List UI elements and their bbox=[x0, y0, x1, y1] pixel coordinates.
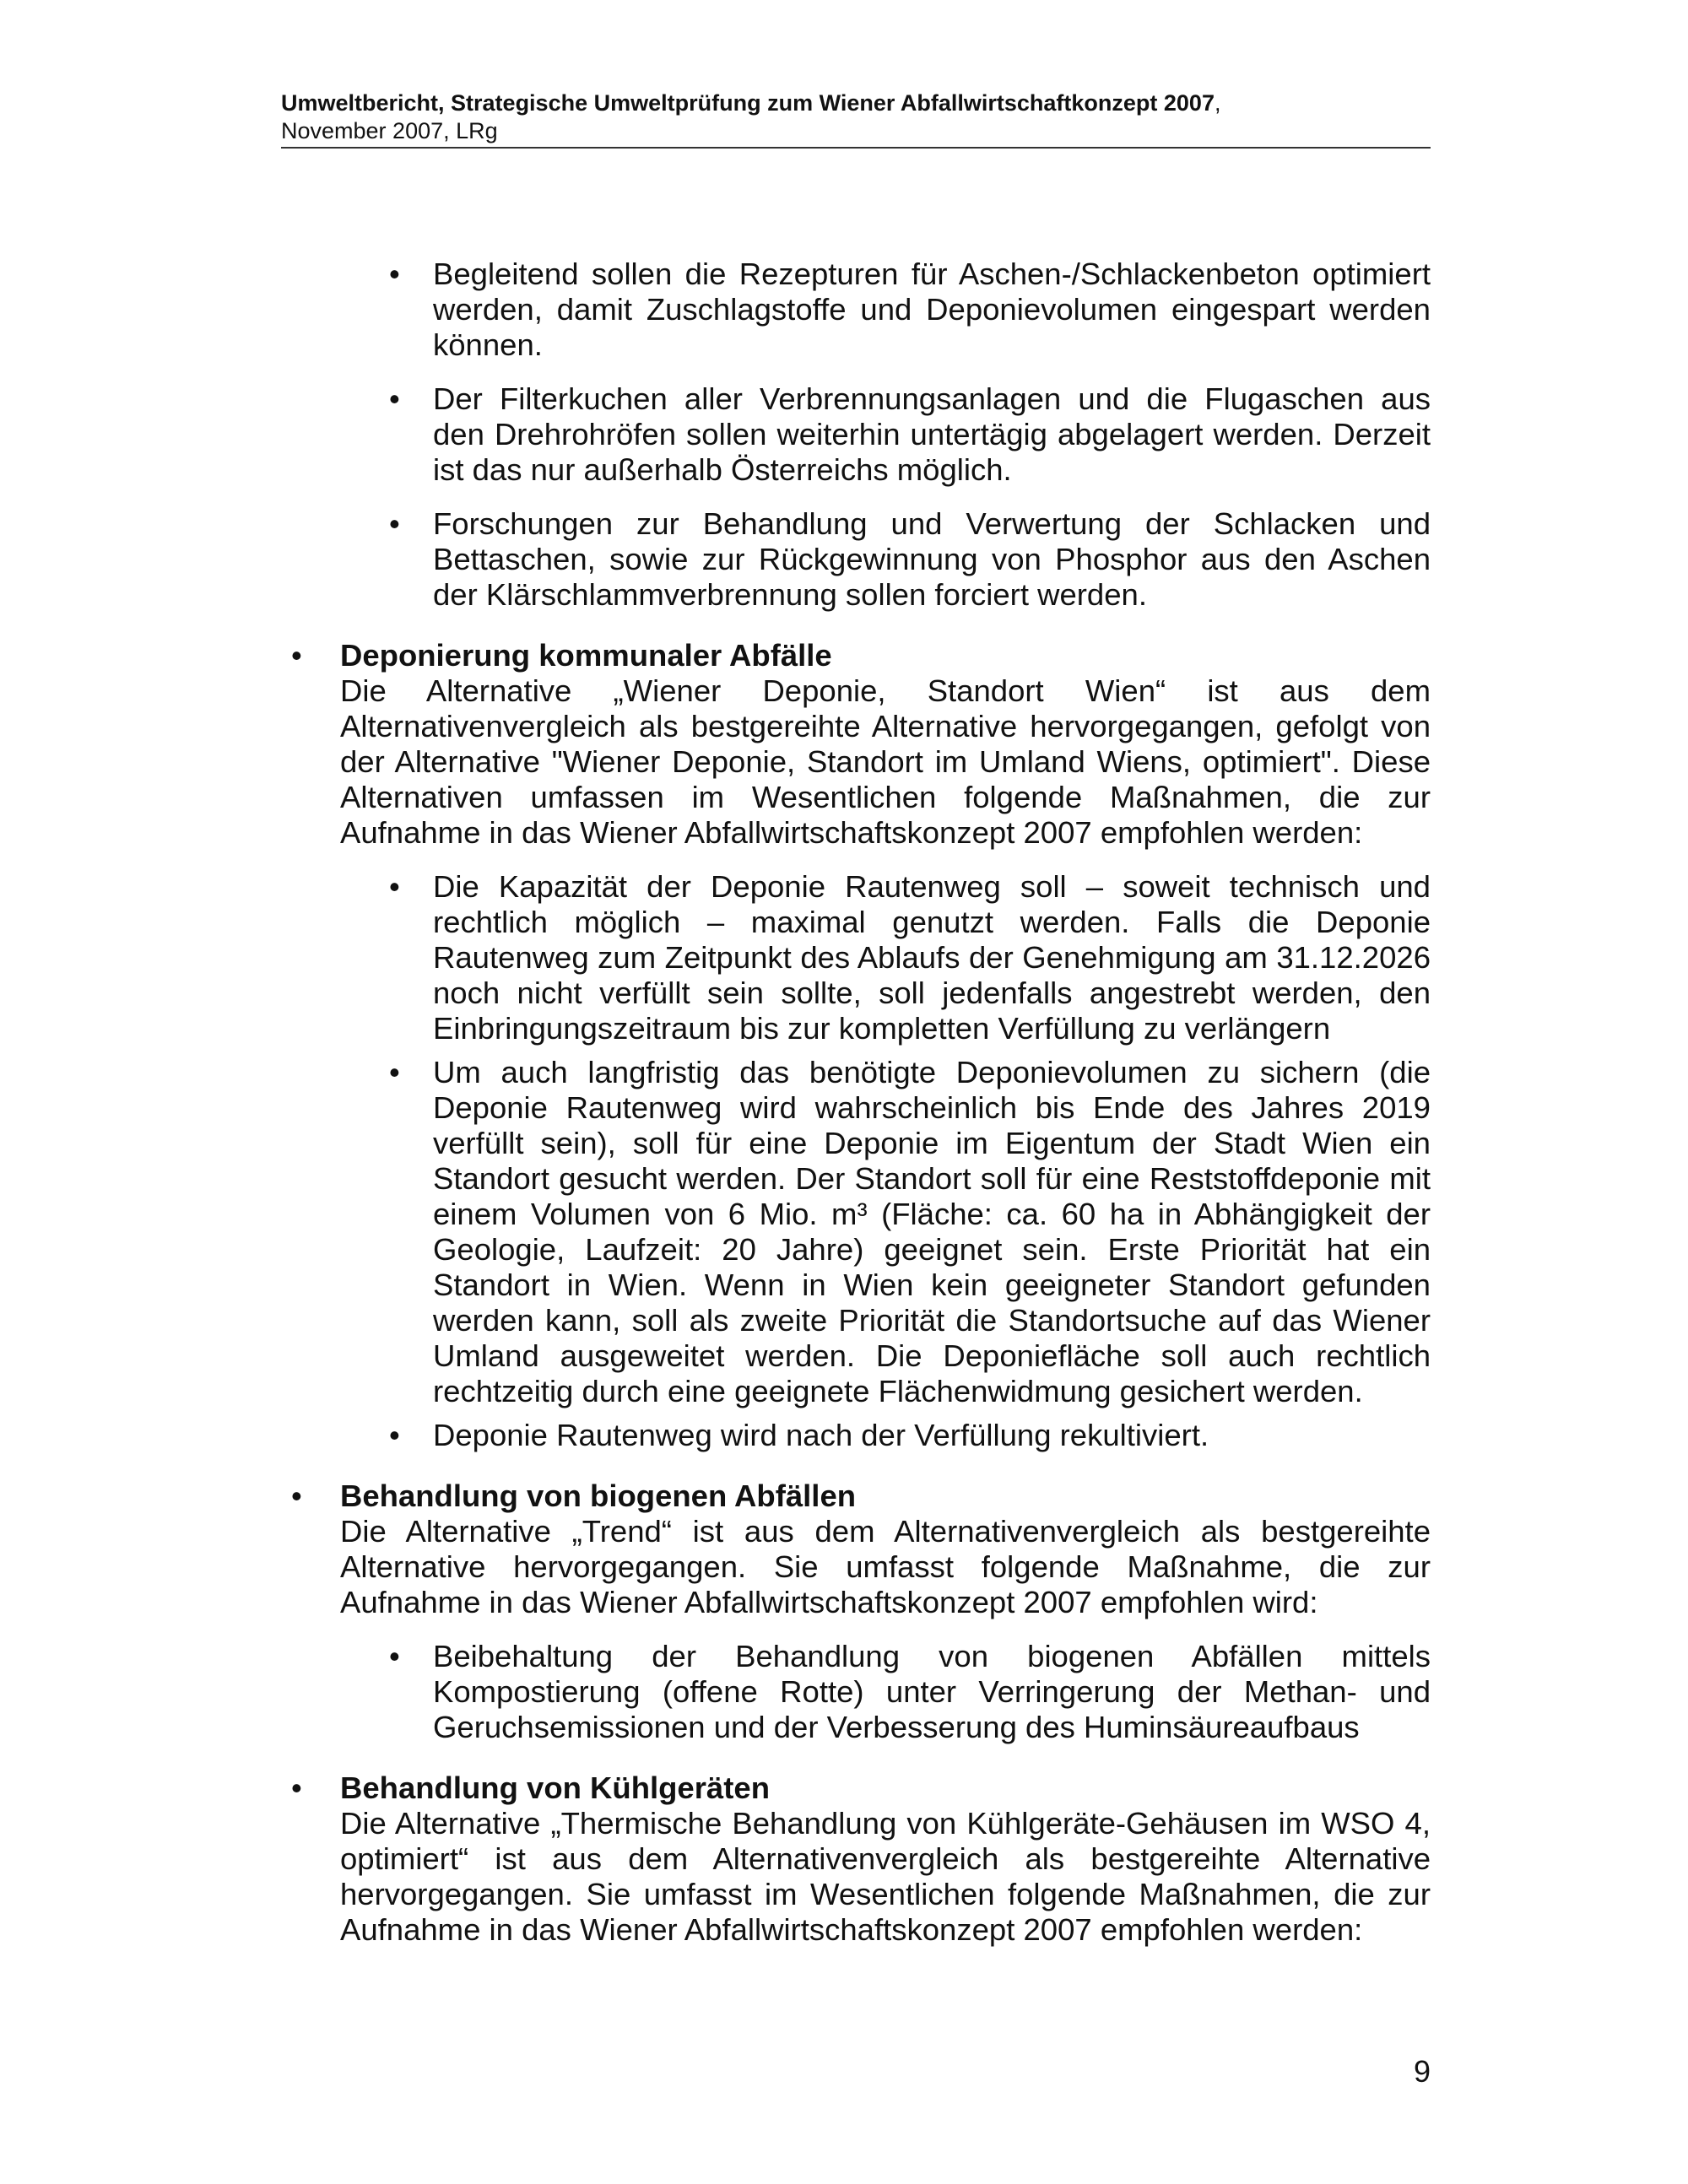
header-title bbox=[281, 89, 1431, 117]
header-title-comma: , bbox=[1214, 90, 1221, 116]
list-item-text: Beibehaltung der Behandlung von biogenen Abfällen mittels Kompostierung (offene Rotte) unter Verringerung der Methan- und Geruchsemissionen und der Verbesserung des Huminsäureaufbaus bbox=[433, 1639, 1431, 1744]
list-item bbox=[281, 1055, 1431, 1409]
section-title: Behandlung von biogenen Abfällen bbox=[340, 1479, 857, 1513]
list-item-text: Die Kapazität der Deponie Rautenweg soll – soweit technisch und rechtlich möglich – maximal genutzt werden. Falls die Deponie Rautenweg zum Zeitpunkt des Ablaufs der Genehmigung am 31.12.2026 noch nicht verfüllt sein sollte, soll jedenfalls angestrebt werden, den Einbringungszeitraum bis zur kompletten Verfüllung zu verlängern bbox=[433, 869, 1431, 1046]
page-number: 9 bbox=[1413, 2054, 1431, 2089]
section-biogen bbox=[281, 1479, 1431, 1620]
section-title: Behandlung von Kühlgeräten bbox=[340, 1770, 770, 1805]
list-item bbox=[281, 506, 1431, 613]
section-deponierung bbox=[281, 638, 1431, 851]
bullet-icon: • bbox=[389, 1418, 400, 1452]
list-item-text: Forschungen zur Behandlung und Verwertung der Schlacken und Bettaschen, sowie zur Rückgewinnung von Phosphor aus den Aschen der Klärschlammverbrennung sollen forciert werden. bbox=[433, 506, 1431, 612]
bullet-icon: • bbox=[389, 1639, 400, 1673]
section-kuehlgeraete bbox=[281, 1770, 1431, 1948]
list-item bbox=[281, 381, 1431, 488]
bullet-icon: • bbox=[291, 638, 302, 673]
bullet-icon: • bbox=[389, 257, 400, 291]
list-item-text: Deponie Rautenweg wird nach der Verfüllung rekultiviert. bbox=[433, 1418, 1209, 1452]
bullet-icon: • bbox=[291, 1770, 302, 1805]
list-item bbox=[281, 1418, 1431, 1453]
list-item bbox=[281, 257, 1431, 363]
page-header bbox=[281, 89, 1431, 149]
list-item-text: Begleitend sollen die Rezepturen für Aschen-/Schlackenbeton optimiert werden, damit Zuschlagstoffe und Deponievolumen eingespart werden können. bbox=[433, 257, 1431, 362]
section-body: Die Alternative „Trend“ ist aus dem Alternativenvergleich als bestgereihte Alternative hervorgegangen. Sie umfasst folgende Maßnahme, die zur Aufnahme in das Wiener Abfallwirtschaftskonzept 2007 empfohlen wird: bbox=[340, 1514, 1431, 1619]
page-content bbox=[281, 257, 1431, 1948]
bullet-icon: • bbox=[291, 1479, 302, 1513]
bullet-icon: • bbox=[389, 381, 400, 416]
bullet-icon: • bbox=[389, 506, 400, 541]
header-title-text: Umweltbericht, Strategische Umweltprüfung zum Wiener Abfallwirtschaftkonzept 2007 bbox=[281, 90, 1215, 116]
section-body: Die Alternative „Wiener Deponie, Standort Wien“ ist aus dem Alternativenvergleich als bestgereihte Alternative hervorgegangen, gefolgt von der Alternative "Wiener Deponie, Standort im Umland Wiens, optimiert". Diese Alternativen umfassen im Wesentlichen folgende Maßnahmen, die zur Aufnahme in das Wiener Abfallwirtschaftskonzept 2007 empfohlen werden: bbox=[340, 673, 1431, 850]
bullet-icon: • bbox=[389, 1055, 400, 1089]
list-item-text: Der Filterkuchen aller Verbrennungsanlagen und die Flugaschen aus den Drehrohröfen sollen weiterhin untertägig abgelagert werden. Derzeit ist das nur außerhalb Österreichs möglich. bbox=[433, 381, 1431, 487]
list-item bbox=[281, 1639, 1431, 1745]
header-subtitle: November 2007, LRg bbox=[281, 118, 498, 143]
section-body: Die Alternative „Thermische Behandlung von Kühlgeräte-Gehäusen im WSO 4, optimiert“ ist aus dem Alternativenvergleich als bestgereihte Alternative hervorgegangen. Sie umfasst im Wesentlichen folgende Maßnahmen, die zur Aufnahme in das Wiener Abfallwirtschaftskonzept 2007 empfohlen werden: bbox=[340, 1806, 1431, 1947]
list-item bbox=[281, 869, 1431, 1046]
section-title: Deponierung kommunaler Abfälle bbox=[340, 638, 832, 673]
list-item-text: Um auch langfristig das benötigte Deponievolumen zu sichern (die Deponie Rautenweg wird wahrscheinlich bis Ende des Jahres 2019 verfüllt sein), soll für eine Deponie im Eigentum der Stadt Wien ein Standort gesucht werden. Der Standort soll für eine Reststoffdeponie mit einem Volumen von 6 Mio. m³ (Fläche: ca. 60 ha in Abhängigkeit der Geologie, Laufzeit: 20 Jahre) geeignet sein. Erste Priorität hat ein Standort in Wien. Wenn in Wien kein geeigneter Standort gefunden werden kann, soll als zweite Priorität die Standortsuche auf das Wiener Umland ausgeweitet werden. Die Deponiefläche soll auch rechtlich rechtzeitig durch eine geeignete Flächenwidmung gesichert werden. bbox=[433, 1055, 1431, 1408]
bullet-icon: • bbox=[389, 869, 400, 904]
